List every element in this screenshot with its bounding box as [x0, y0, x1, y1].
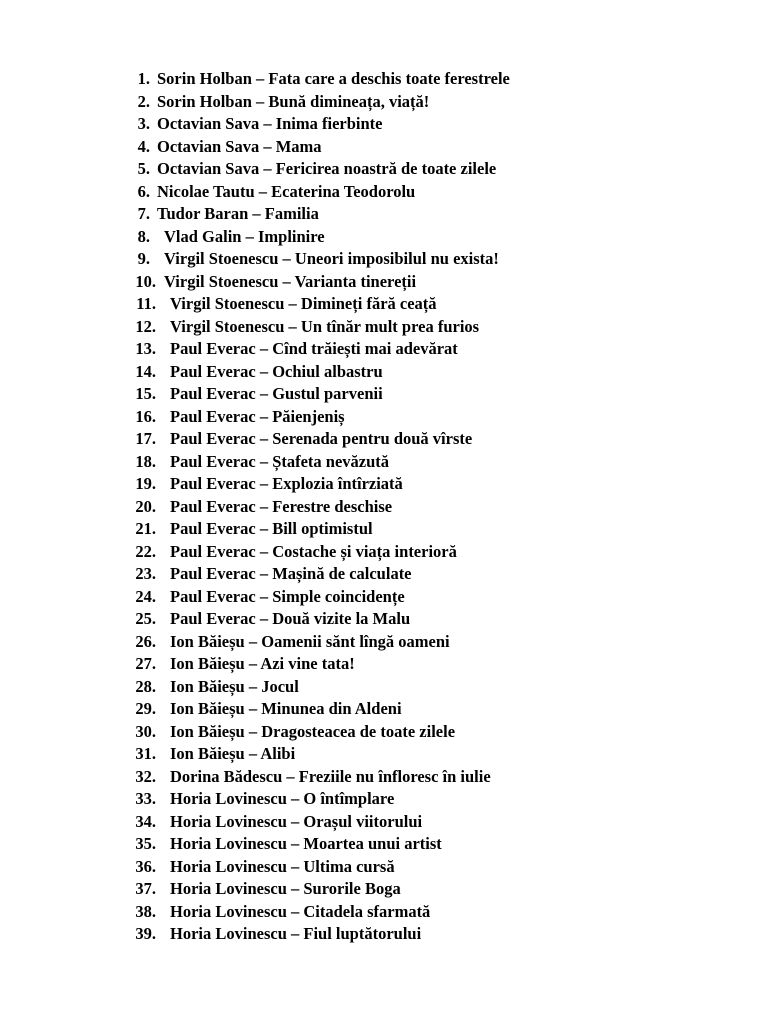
list-item-title: Paul Everac – Bill optimistul [170, 519, 373, 538]
list-item-title: Paul Everac – Două vizite la Malu [170, 609, 411, 628]
list-item [120, 113, 510, 136]
list-item-number: 13. [135, 339, 156, 358]
list-item-number: 3. [137, 114, 150, 133]
list-item-number: 1. [137, 69, 150, 88]
list-item-number: 34. [135, 811, 156, 831]
list-item-title: Octavian Sava – Mama [157, 136, 322, 156]
list-item-number: 8. [137, 226, 150, 246]
list-item [120, 811, 510, 834]
list-item [120, 248, 510, 271]
list-item-number: 5. [137, 159, 150, 178]
list-item-number: 19. [135, 474, 156, 493]
list-item [120, 698, 510, 721]
list-item-number: 15. [135, 384, 156, 403]
play-list [120, 68, 510, 946]
list-item [120, 766, 510, 789]
list-item-number: 33. [135, 789, 156, 808]
list-item-title: Horia Lovinescu – Fiul luptătorului [170, 924, 422, 943]
list-item-number: 25. [135, 609, 156, 628]
list-item-title: Paul Everac – Gustul parvenii [170, 384, 383, 403]
list-item-number: 30. [135, 721, 156, 741]
list-item-number: 18. [135, 451, 156, 471]
list-item [120, 518, 510, 541]
list-item [120, 316, 510, 339]
list-item-number: 12. [135, 316, 156, 336]
list-item-number: 11. [136, 294, 156, 313]
list-item-title: Virgil Stoenescu – Un tînăr mult prea furios [170, 316, 480, 336]
list-item-number: 23. [135, 564, 156, 583]
list-item-title: Ion Băieșu – Jocul [170, 676, 299, 696]
list-item-title: Paul Everac – Mașină de calculate [170, 564, 412, 583]
list-item-title: Horia Lovinescu – O întîmplare [170, 789, 395, 808]
list-item-title: Dorina Bădescu – Freziile nu înfloresc în iulie [170, 766, 491, 786]
list-item-number: 16. [135, 406, 156, 426]
list-item [120, 271, 510, 294]
list-item-title: Ion Băieșu – Minunea din Aldeni [170, 699, 402, 718]
list-item-number: 36. [135, 856, 156, 876]
list-item [120, 901, 510, 924]
list-item [120, 743, 510, 766]
list-item-number: 4. [137, 136, 150, 156]
list-item-number: 24. [135, 586, 156, 606]
list-item [120, 788, 510, 811]
list-item-title: Paul Everac – Cînd trăiești mai adevărat [170, 339, 458, 358]
list-item-title: Ion Băieșu – Dragosteacea de toate zilele [170, 721, 456, 741]
list-item-title: Paul Everac – Serenada pentru două vîrste [170, 429, 473, 448]
list-item-number: 29. [135, 699, 156, 718]
list-item-title: Paul Everac – Simple coincidențe [170, 586, 405, 606]
list-item [120, 136, 510, 159]
list-item-number: 21. [135, 519, 156, 538]
list-item-number: 28. [135, 676, 156, 696]
list-item [120, 203, 510, 226]
list-item-title: Horia Lovinescu – Surorile Boga [170, 879, 401, 898]
list-item [120, 586, 510, 609]
list-item [120, 473, 510, 496]
list-item-title: Horia Lovinescu – Orașul viitorului [170, 811, 423, 831]
list-item-title: Tudor Baran – Familia [157, 204, 319, 223]
list-item [120, 68, 510, 91]
list-item-title: Paul Everac – Costache și viața interioră [170, 541, 457, 561]
list-item [120, 293, 510, 316]
list-item-title: Paul Everac – Explozia întîrziată [170, 474, 403, 493]
list-item-title: Paul Everac – Ochiul albastru [170, 361, 383, 381]
list-item [120, 721, 510, 744]
list-item [120, 541, 510, 564]
list-item [120, 496, 510, 519]
list-item [120, 158, 510, 181]
list-item [120, 833, 510, 856]
list-item [120, 361, 510, 384]
list-item [120, 653, 510, 676]
list-item-title: Vlad Galin – Implinire [164, 226, 325, 246]
list-item [120, 856, 510, 879]
list-item-number: 22. [135, 541, 156, 561]
list-item-number: 2. [137, 91, 150, 111]
list-item-number: 9. [137, 249, 150, 268]
list-item [120, 878, 510, 901]
list-item-number: 39. [135, 924, 156, 943]
list-item-title: Virgil Stoenescu – Dimineți fără ceață [170, 294, 437, 313]
list-item-title: Virgil Stoenescu – Varianta tinereții [164, 271, 417, 291]
list-item [120, 451, 510, 474]
list-item-number: 26. [135, 631, 156, 651]
list-item [120, 181, 510, 204]
list-item-title: Paul Everac – Păienjeniș [170, 406, 345, 426]
list-item-title: Virgil Stoenescu – Uneori imposibilul nu exista! [164, 249, 499, 268]
list-item [120, 428, 510, 451]
list-item-number: 35. [135, 834, 156, 853]
list-item [120, 631, 510, 654]
list-item-title: Nicolae Tautu – Ecaterina Teodorolu [157, 181, 416, 201]
list-item [120, 91, 510, 114]
list-item [120, 923, 510, 946]
list-item-number: 14. [135, 361, 156, 381]
list-item-title: Paul Everac – Ștafeta nevăzută [170, 451, 390, 471]
list-item-number: 31. [135, 744, 156, 763]
list-item-title: Ion Băieșu – Azi vine tata! [170, 654, 355, 673]
list-item-number: 27. [135, 654, 156, 673]
list-item-title: Octavian Sava – Fericirea noastră de toate zilele [157, 159, 497, 178]
list-item [120, 406, 510, 429]
list-item-number: 38. [135, 901, 156, 921]
list-item-number: 10. [135, 271, 156, 291]
list-item [120, 383, 510, 406]
list-item [120, 608, 510, 631]
list-item-number: 7. [137, 204, 150, 223]
list-item-title: Sorin Holban – Bună dimineața, viață! [157, 91, 430, 111]
list-item-title: Ion Băieșu – Alibi [170, 744, 296, 763]
list-item-number: 6. [137, 181, 150, 201]
list-item [120, 226, 510, 249]
list-item [120, 676, 510, 699]
list-item-number: 17. [135, 429, 156, 448]
list-item-title: Paul Everac – Ferestre deschise [170, 496, 393, 516]
list-item-title: Octavian Sava – Inima fierbinte [157, 114, 383, 133]
list-item-number: 32. [135, 766, 156, 786]
list-item-number: 37. [135, 879, 156, 898]
list-item [120, 338, 510, 361]
list-item-title: Horia Lovinescu – Ultima cursă [170, 856, 395, 876]
list-item-number: 20. [135, 496, 156, 516]
list-item [120, 563, 510, 586]
list-item-title: Horia Lovinescu – Moartea unui artist [170, 834, 442, 853]
list-item-title: Horia Lovinescu – Citadela sfarmată [170, 901, 431, 921]
list-item-title: Sorin Holban – Fata care a deschis toate ferestrele [157, 69, 510, 88]
list-item-title: Ion Băieșu – Oamenii sănt lîngă oameni [170, 631, 450, 651]
